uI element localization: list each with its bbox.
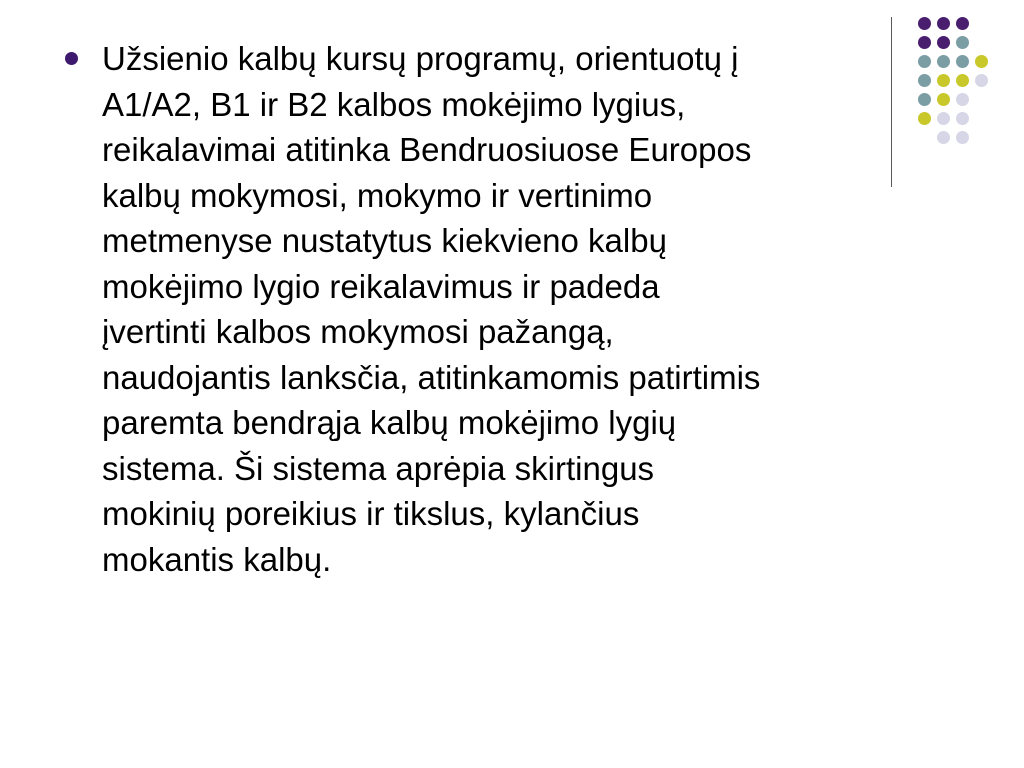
decorative-dot [937,17,950,30]
bullet-text-line: kalbų mokymosi, mokymo ir vertinimo [102,176,653,214]
bullet-text-line: paremta bendrąja kalbų mokėjimo lygių [102,404,677,441]
bullet-text-line: mokinių poreikius ir tikslus, kylančius [102,495,640,532]
decorative-dot [918,17,931,30]
bullet-text-line: naudojantis lanksčia, atitinkamomis patirtimis [102,358,761,396]
bullet-text-line: Užsienio kalbų kursų programų, orientuotų į [102,40,739,77]
decorative-dot [975,74,988,87]
bullet-text-line: reikalavimai atitinka Bendruosiuose Europos [102,131,752,168]
decorative-dot [956,17,969,30]
bullet-text [102,36,958,582]
bullet-text-line: mokantis kalbų. [102,540,332,578]
bullet-text-line: A1/A2, B1 ir B2 kalbos mokėjimo lygius, [102,85,686,123]
decorative-dot [975,55,988,68]
bullet-icon [65,52,78,65]
bullet-item [62,36,962,582]
bullet-text-line: mokėjimo lygio reikalavimus ir padeda [102,267,660,305]
bullet-text-line: įvertinti kalbos mokymosi pažangą, [102,313,614,350]
bullet-text-line: metmenyse nustatytus kiekvieno kalbų [102,222,667,259]
slide-body [62,36,962,582]
bullet-text-line: sistema. Ši sistema aprėpia skirtingus [102,449,655,487]
